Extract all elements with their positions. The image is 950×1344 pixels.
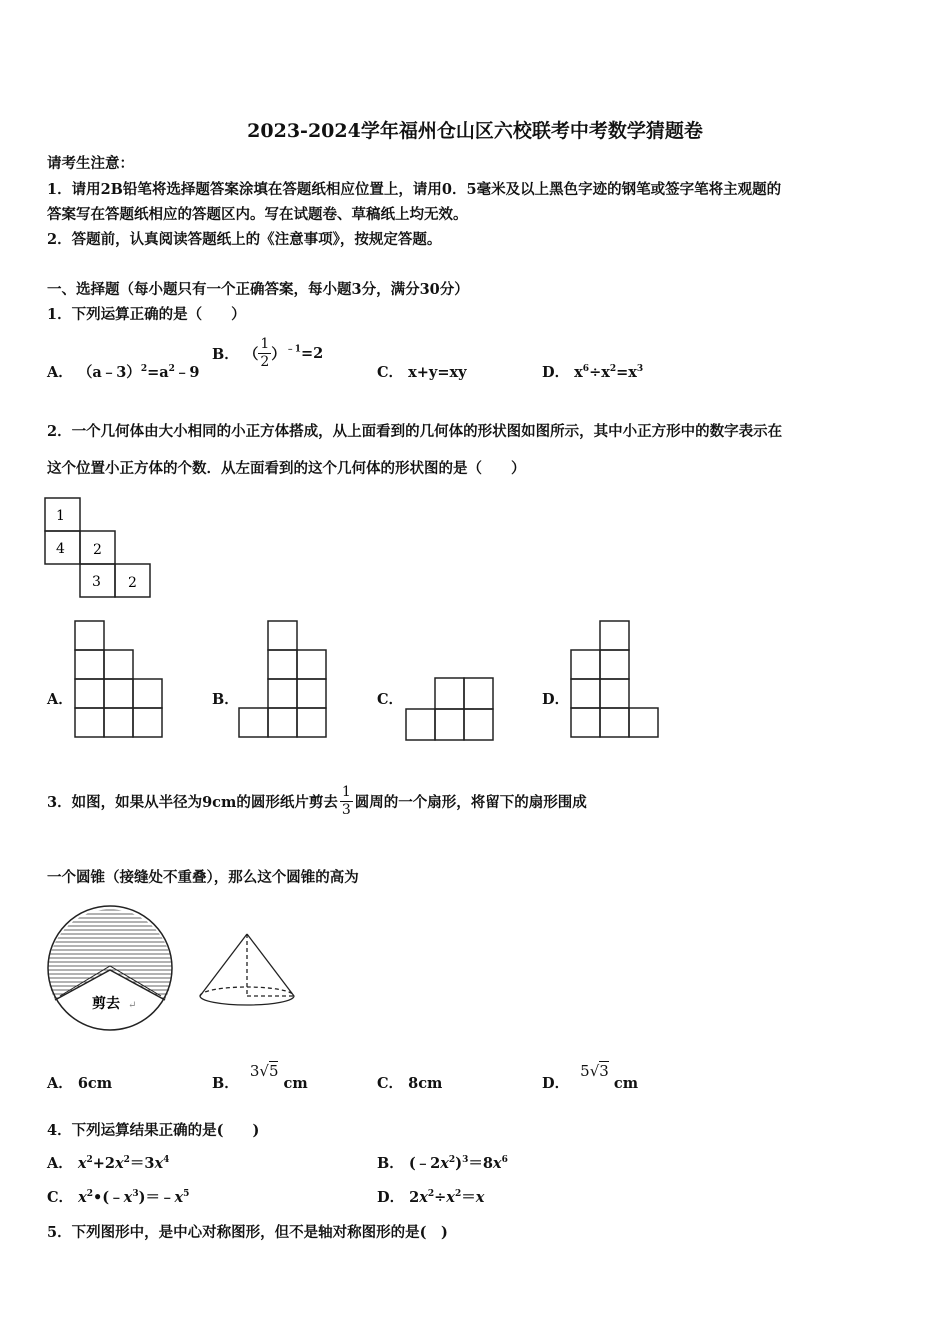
- q3-cone-figure: [197, 930, 303, 1010]
- return-icon: ↵: [128, 1000, 137, 1011]
- q2-top-view-grid: [45, 494, 157, 602]
- q4-option-b: B． $(﹣2x^2)^3=8x^6$: [377, 1155, 508, 1172]
- grid-number: 2: [128, 575, 137, 591]
- q2-option-b-label: B．: [212, 691, 239, 708]
- grid-number: 1: [56, 508, 65, 524]
- q2-option-c-label: C．: [377, 691, 404, 708]
- grid-number: 3: [92, 574, 101, 590]
- cut-label: 剪去: [92, 996, 120, 1012]
- notice-heading: 请考生注意：: [47, 155, 134, 172]
- q1-option-c: C． x+y=xy: [377, 364, 467, 381]
- q2-option-c-figure: [404, 676, 496, 746]
- section-heading: 一、选择题（每小题只有一个正确答案，每小题3分，满分30分）: [47, 281, 469, 298]
- q1-option-d: D． $x^6\div x^2=x^3$: [542, 364, 644, 381]
- q3-option-d: D． 5√3 cm: [542, 1062, 639, 1092]
- q4-option-a: A． $x^2+2x^2=3x^4$: [47, 1155, 170, 1172]
- q1-stem: 1．下列运算正确的是（ ）: [47, 306, 246, 323]
- q2-option-d-figure: [569, 619, 661, 743]
- q4-stem: 4．下列运算结果正确的是( ): [47, 1122, 260, 1139]
- q3-option-c: C． 8cm: [377, 1075, 443, 1092]
- q4-option-c: C． $x^2•(﹣x^3)=﹣x^5$: [47, 1189, 190, 1206]
- q3-option-a: A． 6cm: [47, 1075, 113, 1092]
- q2-option-a-label: A．: [47, 691, 73, 708]
- q5-stem: 5．下列图形中，是中心对称图形，但不是轴对称图形的是( ): [47, 1224, 448, 1241]
- notice-line-1b: 答案写在答题纸相应的答题区内。写在试题卷、草稿纸上均无效。: [47, 206, 468, 223]
- q3-stem-line-1: 3．如图，如果从半径为9cm的圆形纸片剪去 $\frac{1}{3}$ 圆周的一个扇形，将留下的扇形围成: [47, 784, 587, 818]
- q2-option-a-figure: [73, 619, 165, 743]
- q2-option-d-label: D．: [542, 691, 570, 708]
- grid-number: 4: [56, 541, 65, 557]
- q2-option-b-figure: [237, 619, 329, 743]
- notice-line-1: 1．请用2B铅笔将选择题答案涂填在答题纸相应位置上，请用0．5毫米及以上黑色字迹的钢笔或签字笔将主观题的: [47, 181, 782, 198]
- q3-stem-line-2: 一个圆锥（接缝处不重叠），那么这个圆锥的高为: [47, 869, 359, 886]
- q4-option-d: D． $2x^2\div x^2=x$: [377, 1189, 485, 1206]
- q3-circle-figure: [48, 906, 178, 1036]
- q1-option-a: A． $(a﹣3)^2=a^2﹣9$: [47, 364, 200, 381]
- grid-number: 2: [93, 542, 102, 558]
- q3-option-b: B． 3√5 cm: [212, 1062, 308, 1092]
- q2-stem-line-2: 这个位置小正方体的个数．从左面看到的这个几何体的形状图的是（ ）: [47, 460, 526, 477]
- notice-line-2: 2．答题前，认真阅读答题纸上的《注意事项》，按规定答题。: [47, 231, 442, 248]
- page-title: 2023-2024学年福州仓山区六校联考中考数学猜题卷: [247, 120, 703, 142]
- q2-stem-line-1: 2．一个几何体由大小相同的小正方体搭成，从上面看到的几何体的形状图如图所示，其中小正方形中的数字表示在: [47, 423, 783, 440]
- q1-option-b: B． （ $\frac{1}{2}$ ）$^{﹣1}$=2: [212, 336, 324, 370]
